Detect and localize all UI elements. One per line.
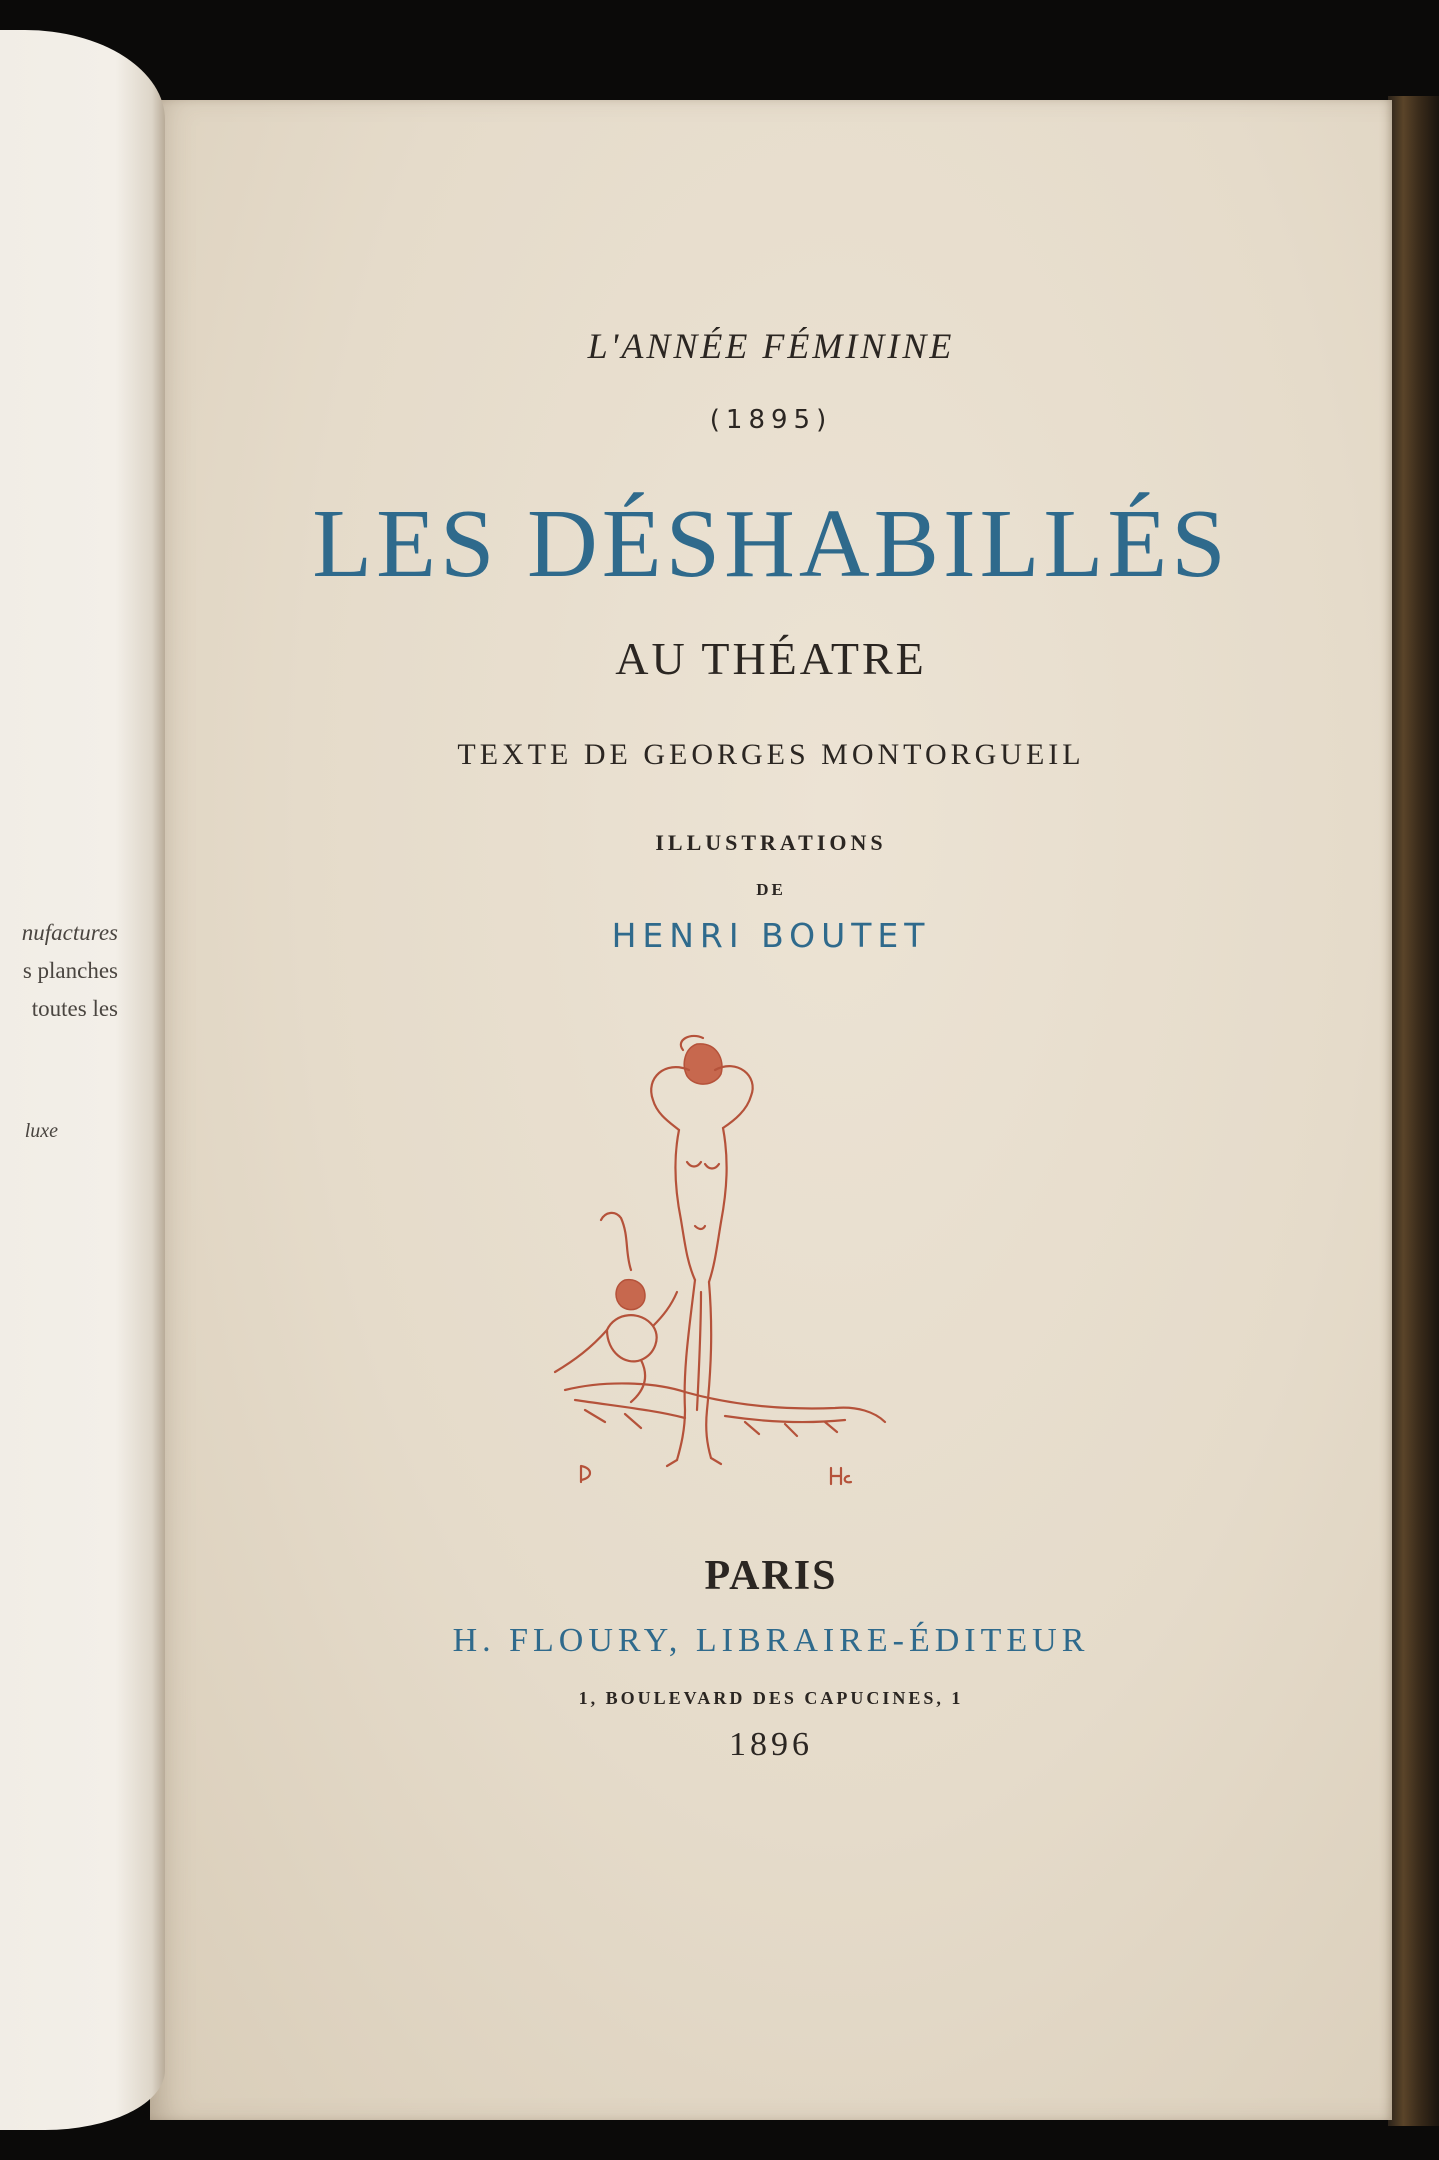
series-title: L'ANNÉE FÉMININE bbox=[587, 326, 955, 366]
publisher-address: 1, BOULEVARD DES CAPUCINES, 1 bbox=[578, 1688, 964, 1708]
publication-date: 1896 bbox=[729, 1726, 813, 1763]
publication-city: PARIS bbox=[704, 1553, 838, 1599]
illustrations-label: ILLUSTRATIONS bbox=[655, 830, 887, 855]
publisher-name: H. FLOURY, LIBRAIRE-ÉDITEUR bbox=[452, 1622, 1090, 1659]
facing-page-line: nufactures bbox=[21, 920, 118, 945]
series-year: (1895) bbox=[709, 405, 833, 435]
author-line: TEXTE DE GEORGES MONTORGUEIL bbox=[457, 738, 1085, 771]
facing-page-line: toutes les bbox=[31, 996, 118, 1021]
book-title: LES DÉSHABILLÉS bbox=[312, 490, 1230, 598]
facing-page bbox=[0, 30, 165, 2130]
figure-illustration bbox=[545, 1030, 895, 1500]
de-label: DE bbox=[756, 880, 786, 899]
facing-page-line: s planches bbox=[22, 958, 118, 983]
facing-page-note: luxe bbox=[24, 1120, 58, 1142]
book-subtitle: AU THÉATRE bbox=[615, 633, 927, 684]
book-binding-edge bbox=[1388, 96, 1439, 2126]
illustrator-name: HENRI BOUTET bbox=[611, 916, 931, 955]
